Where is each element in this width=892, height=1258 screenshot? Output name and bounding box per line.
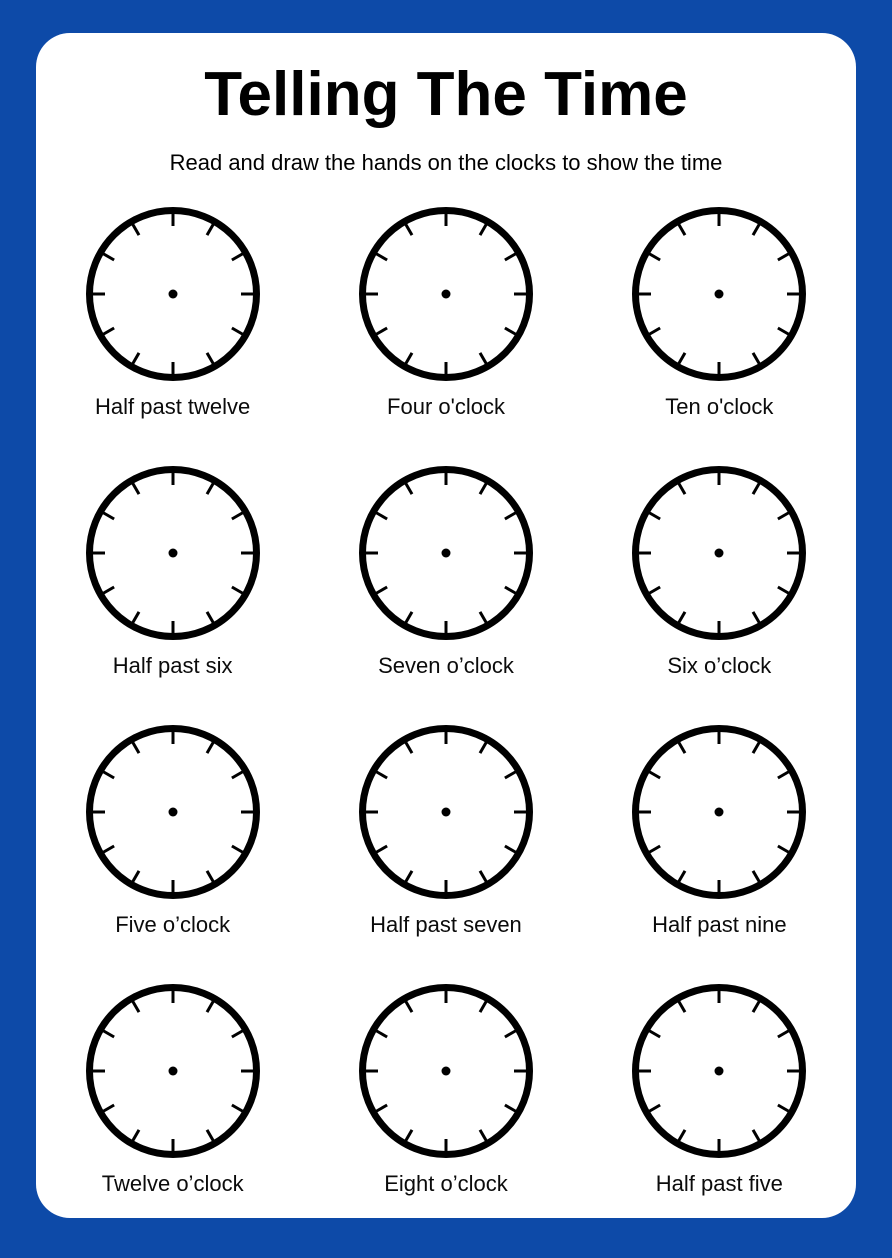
time-label: Half past twelve	[95, 394, 251, 419]
clock-center-dot	[168, 290, 177, 299]
clock-exercise-cell	[86, 207, 260, 421]
page-title: Telling The Time	[204, 60, 688, 129]
clock-exercise-cell	[359, 984, 533, 1198]
clock-face[interactable]	[359, 725, 533, 899]
time-label: Four o'clock	[387, 394, 505, 419]
clock-center-dot	[168, 808, 177, 817]
clock-center-dot	[441, 1067, 450, 1076]
time-label: Half past six	[112, 653, 233, 678]
clock-exercise-cell	[632, 725, 806, 939]
clock-face[interactable]	[632, 466, 806, 640]
clock-face[interactable]	[86, 725, 260, 899]
clock-face[interactable]	[359, 984, 533, 1158]
clock-exercise-cell	[86, 984, 260, 1198]
clock-exercise-cell	[86, 466, 260, 680]
clock-exercise-cell	[632, 207, 806, 421]
clock-exercise-cell	[632, 984, 806, 1198]
clock-exercise-cell	[632, 466, 806, 680]
clock-center-dot	[441, 290, 450, 299]
clock-grid	[36, 207, 856, 1198]
clock-exercise-cell	[359, 466, 533, 680]
clock-center-dot	[715, 290, 724, 299]
time-label: Seven o’clock	[378, 653, 514, 678]
worksheet-card	[36, 33, 856, 1218]
clock-exercise-cell	[359, 725, 533, 939]
clock-center-dot	[441, 549, 450, 558]
clock-center-dot	[168, 1067, 177, 1076]
clock-face[interactable]	[359, 207, 533, 381]
clock-center-dot	[715, 808, 724, 817]
time-label: Ten o'clock	[665, 394, 774, 419]
clock-face[interactable]	[86, 207, 260, 381]
clock-center-dot	[715, 1067, 724, 1076]
clock-face[interactable]	[632, 984, 806, 1158]
clock-center-dot	[715, 549, 724, 558]
time-label: Eight o’clock	[384, 1171, 508, 1196]
time-label: Five o’clock	[115, 912, 231, 937]
time-label: Half past five	[655, 1171, 783, 1196]
time-label: Half past nine	[652, 912, 787, 937]
clock-exercise-cell	[359, 207, 533, 421]
clock-face[interactable]	[632, 725, 806, 899]
clock-center-dot	[168, 549, 177, 558]
time-label: Six o’clock	[667, 653, 772, 678]
clock-face[interactable]	[86, 984, 260, 1158]
clock-face[interactable]	[86, 466, 260, 640]
time-label: Half past seven	[370, 912, 522, 937]
page-subtitle: Read and draw the hands on the clocks to show the time	[169, 150, 723, 175]
time-label: Twelve o’clock	[101, 1171, 244, 1196]
clock-face[interactable]	[359, 466, 533, 640]
clock-face[interactable]	[632, 207, 806, 381]
clock-center-dot	[441, 808, 450, 817]
clock-exercise-cell	[86, 725, 260, 939]
